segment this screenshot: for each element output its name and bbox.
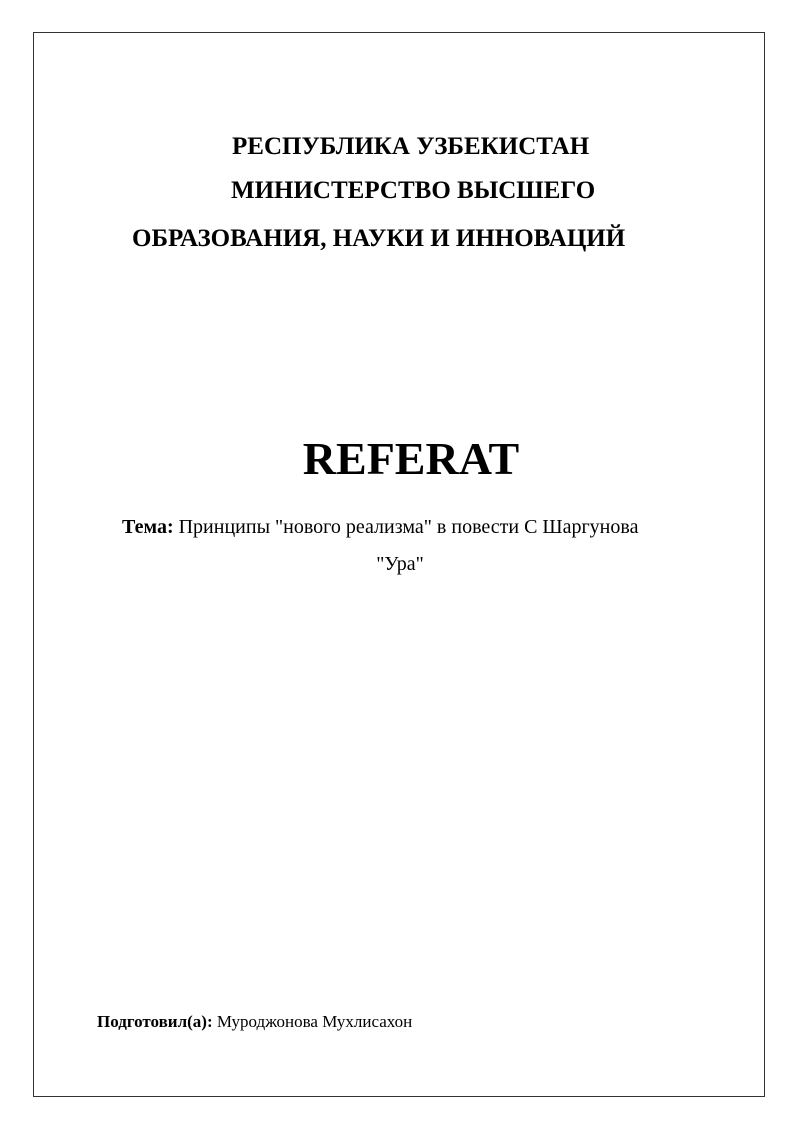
header-ministry-line1: МИНИСТЕРСТВО ВЫСШЕГО xyxy=(231,177,596,204)
topic-text-continued: "Ура" xyxy=(376,553,424,575)
author-line xyxy=(97,1013,412,1030)
topic-line xyxy=(122,517,638,537)
topic-label: Тема: xyxy=(122,516,174,538)
header-ministry-line2: ОБРАЗОВАНИЯ, НАУКИ И ИННОВАЦИЙ xyxy=(132,225,626,252)
topic-text: Принципы "нового реализма" в повести С Шаргунова xyxy=(178,516,639,538)
document-title: REFERAT xyxy=(302,433,520,484)
author-label: Подготовил(а): xyxy=(97,1012,213,1031)
header-country: РЕСПУБЛИКА УЗБЕКИСТАН xyxy=(232,133,590,160)
author-name: Муроджонова Мухлисахон xyxy=(216,1012,413,1031)
